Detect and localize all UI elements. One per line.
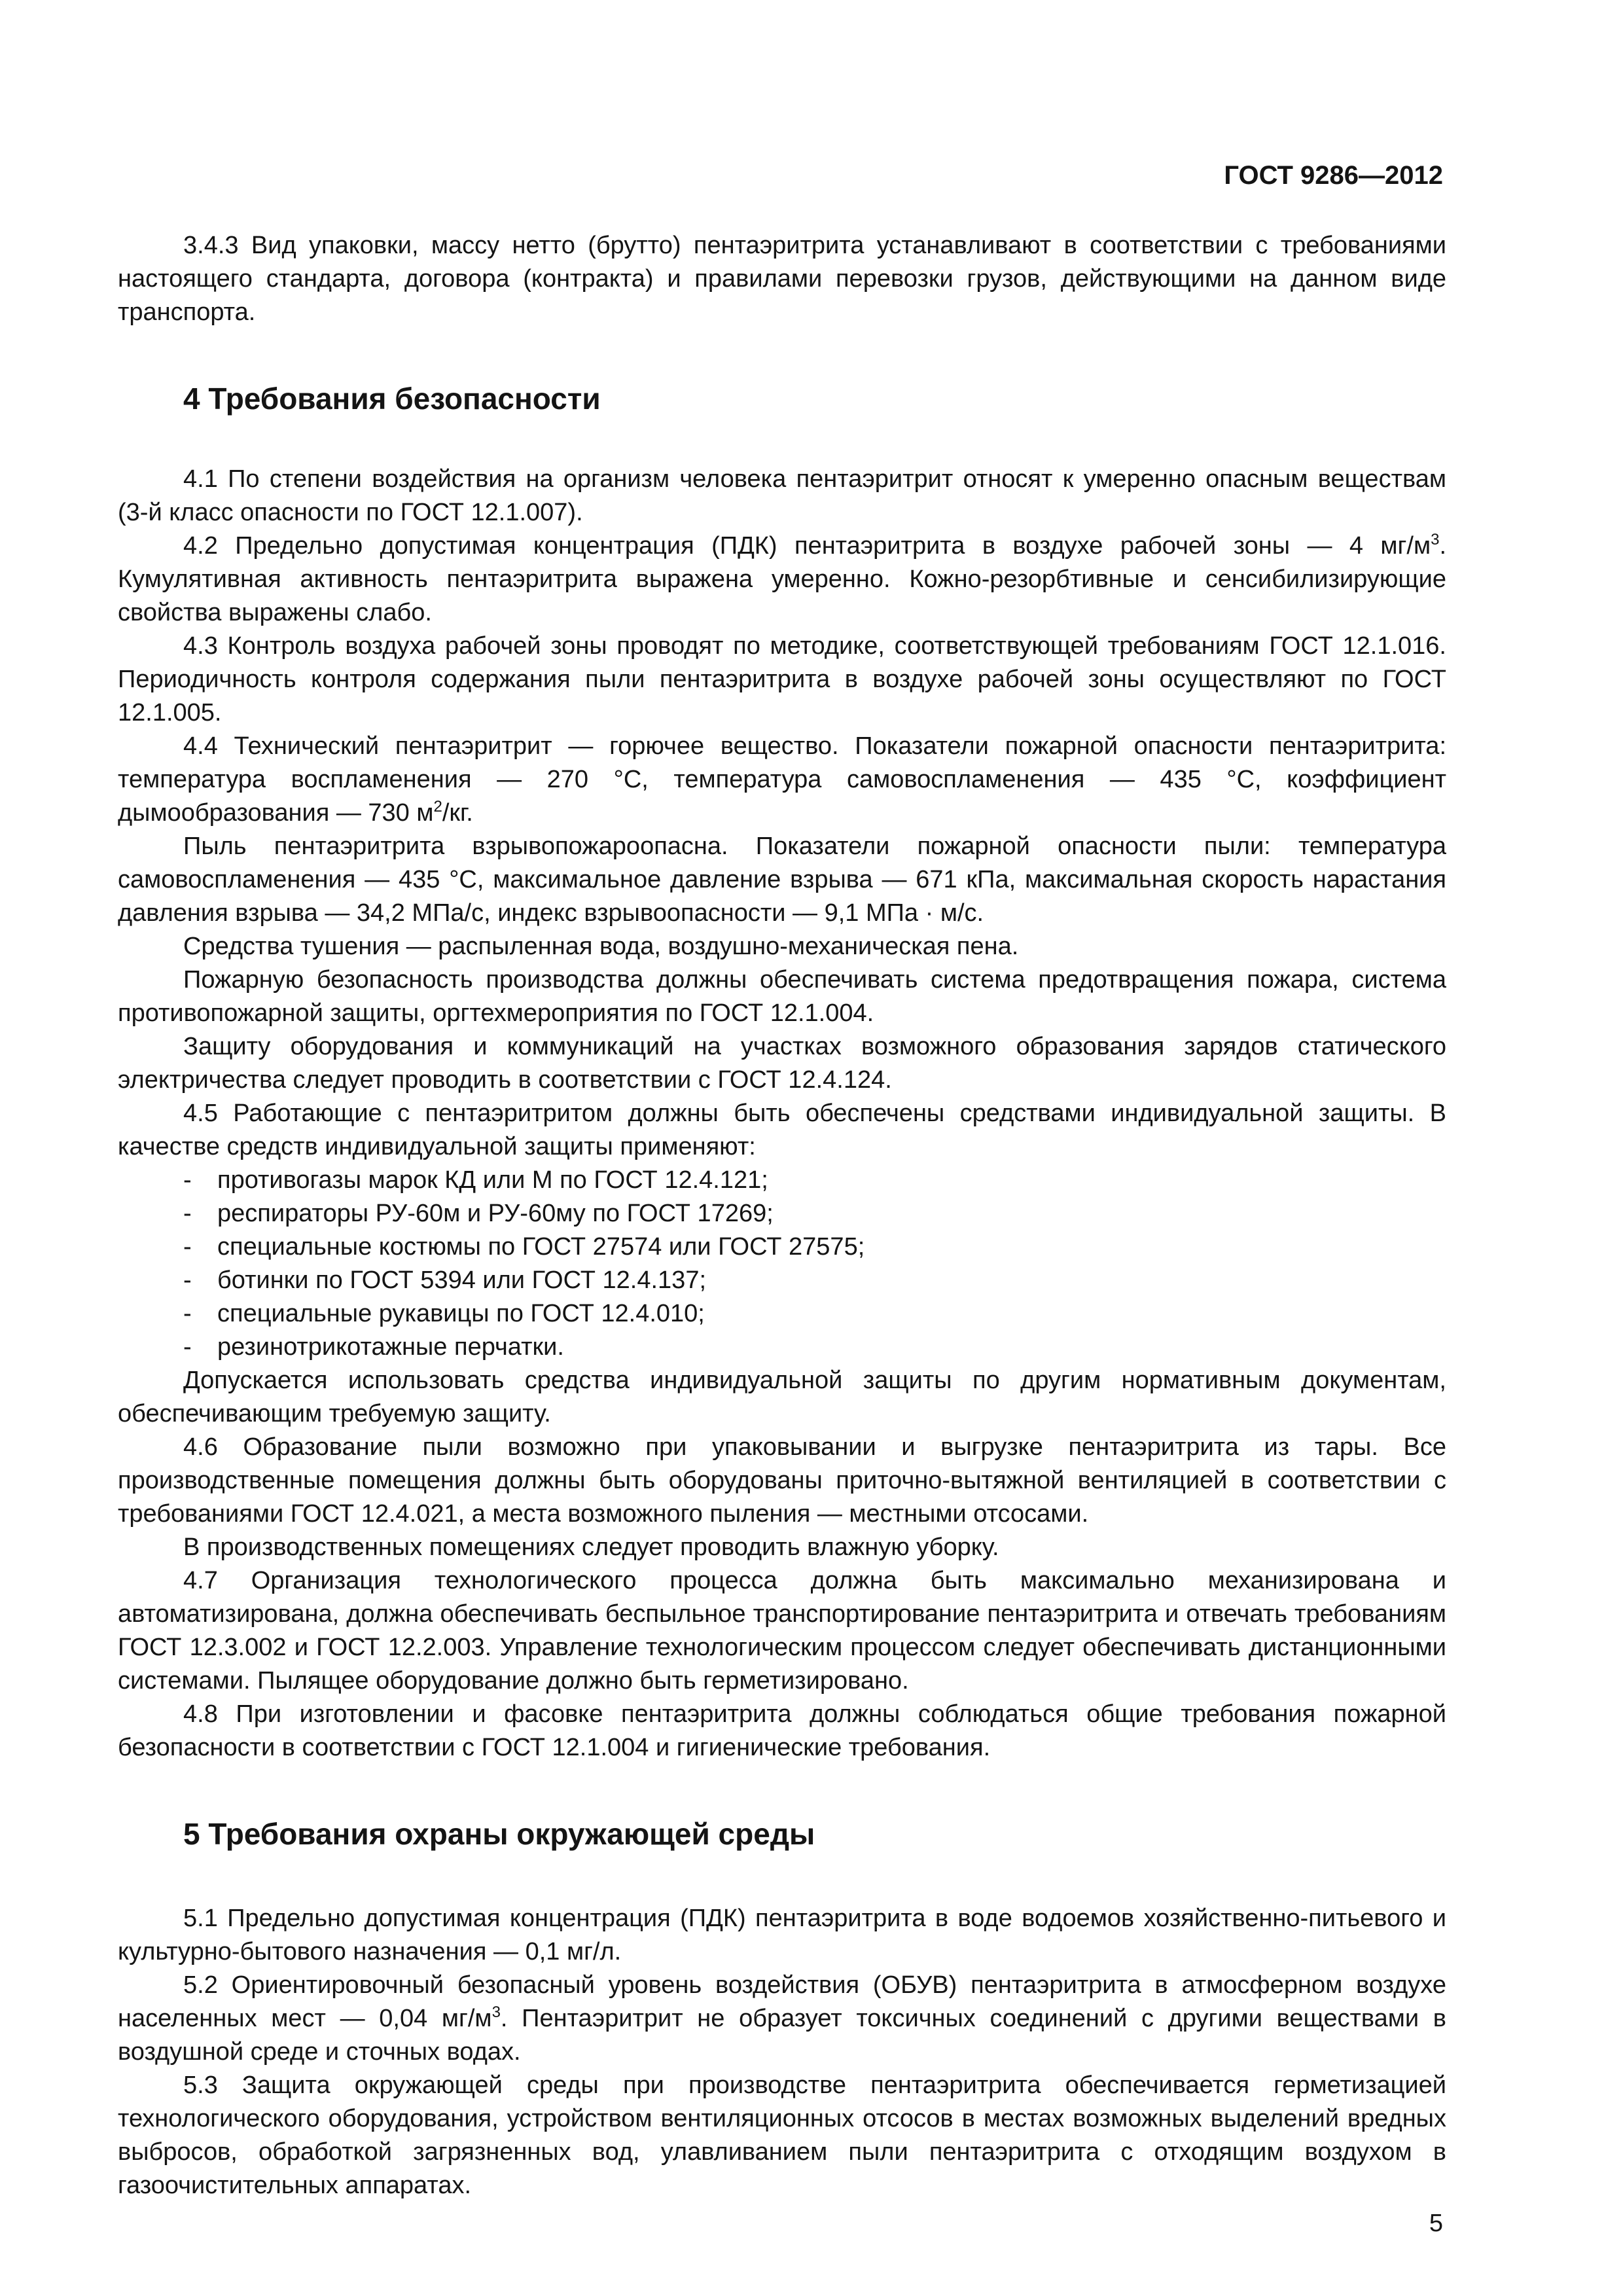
section-4-heading: 4 Требования безопасности (183, 382, 601, 416)
list-item: - специальные рукавицы по ГОСТ 12.4.010; (183, 1297, 1446, 1331)
paragraph-4-4 (118, 730, 1446, 830)
paragraph-4-5: 4.5 Работающие с пентаэритритом должны быть обеспечены средствами индивидуальной защиты. В качестве средств индивидуальной защиты применяют: (118, 1100, 1446, 1160)
paragraph-4-7: 4.7 Организация технологического процесса должна быть максимально механизирована и автоматизирована, должна обеспечивать беспыльное транспортирование пентаэритрита и отвечать требованиям ГОСТ 12.3.002 и ГОСТ 12.2.003. Управление технологическим процессом следует обеспечивать дистанционными системами. Пылящее оборудование должно быть герметизировано. (118, 1567, 1446, 1695)
list-item: - резинотрикотажные перчатки. (183, 1331, 1446, 1364)
superscript-2: 2 (433, 798, 442, 816)
paragraph-4-3: 4.3 Контроль воздуха рабочей зоны проводят по методике, соответствующей требованиям ГОСТ 12.1.016. Периодичность контроля содержания пыли пентаэритрита в воздухе рабочей зоны осуществляют по ГОСТ 12.1.005. (118, 632, 1446, 726)
paragraph-3-4-3: 3.4.3 Вид упаковки, массу нетто (брутто) пентаэритрита устанавливают в соответствии с требованиями настоящего стандарта, договора (контракта) и правилами перевозки грузов, действующими на данном виде транспорта. (118, 232, 1446, 326)
paragraph-5-1: 5.1 Предельно допустимая концентрация (ПДК) пентаэритрита в воде водоемов хозяйственно-питьевого и культурно-бытового назначения — 0,1 мг/л. (118, 1905, 1446, 1965)
paragraph-4-1: 4.1 По степени воздействия на организм человека пентаэритрит относят к умеренно опасным веществам (3-й класс опасности по ГОСТ 12.1.007). (118, 465, 1446, 526)
list-item: - ботинки по ГОСТ 5394 или ГОСТ 12.4.137; (183, 1264, 1446, 1297)
paragraph-4-6-cleaning: В производственных помещениях следует проводить влажную уборку. (183, 1534, 999, 1561)
paragraph-4-4-fire-safety: Пожарную безопасность производства должны обеспечивать система предотвращения пожара, система противопожарной защиты, оргтехмероприятия по ГОСТ 12.1.004. (118, 966, 1446, 1027)
ppe-list (118, 1164, 1446, 1364)
paragraph-4-4-text-start: 4.4 Технический пентаэритрит — горючее вещество. Показатели пожарной опасности пентаэритрита: температура воспламенения — 270 °С, температура самовоспламенения — 435 °С, коэффициент дымообразования — 730 м (118, 732, 1446, 827)
paragraph-4-4-static: Защиту оборудования и коммуникаций на участках возможного образования зарядов статического электричества следует проводить в соответствии с ГОСТ 12.4.124. (118, 1033, 1446, 1094)
superscript-3: 3 (491, 2003, 501, 2021)
document-body (118, 229, 1446, 2202)
paragraph-5-2-text-start: 5.2 Ориентировочный безопасный уровень воздействия (ОБУВ) пентаэритрита в атмосферном воздухе населенных мест — 0,04 мг/м (118, 1971, 1446, 2032)
paragraph-4-2-text-end: . Кумулятивная активность пентаэритрита выражена умеренно. Кожно-резорбтивные и сенсибилизирующие свойства выражены слабо. (118, 532, 1446, 626)
list-item: - специальные костюмы по ГОСТ 27574 или ГОСТ 27575; (183, 1230, 1446, 1264)
paragraph-4-4-extinguishing: Средства тушения — распыленная вода, воздушно-механическая пена. (183, 933, 1019, 960)
paragraph-5-3: 5.3 Защита окружающей среды при производстве пентаэритрита обеспечивается герметизацией технологического оборудования, устройством вентиляционных отсосов в местах возможных выделений вредных выбросов, обработкой загрязненных вод, улавливанием пыли пентаэритрита с отходящим воздухом в газоочистительных аппаратах. (118, 2072, 1446, 2199)
paragraph-4-4-dust: Пыль пентаэритрита взрывопожароопасна. Показатели пожарной опасности пыли: температура самовоспламенения — 435 °С, максимальное давление взрыва — 671 кПа, максимальная скорость нарастания давления взрыва — 34,2 МПа/с, индекс взрывоопасности — 9,1 МПа · м/с. (118, 833, 1446, 927)
paragraph-5-2 (118, 1969, 1446, 2069)
paragraph-4-8: 4.8 При изготовлении и фасовке пентаэритрита должны соблюдаться общие требования пожарной безопасности в соответствии с ГОСТ 12.1.004 и гигиенические требования. (118, 1700, 1446, 1761)
list-item: - противогазы марок КД или М по ГОСТ 12.4.121; (183, 1164, 1446, 1197)
list-item: - респираторы РУ-60м и РУ-60му по ГОСТ 17269; (183, 1197, 1446, 1230)
paragraph-4-2 (118, 529, 1446, 630)
section-5-heading: 5 Требования охраны окружающей среды (183, 1817, 815, 1851)
document-header-standard-id: ГОСТ 9286—2012 (1224, 161, 1443, 190)
paragraph-4-5-other-documents: Допускается использовать средства индивидуальной защиты по другим нормативным документам, обеспечивающим требуемую защиту. (118, 1367, 1446, 1427)
superscript-3: 3 (1431, 531, 1440, 548)
paragraph-5-2-text-end: . Пентаэритрит не образует токсичных соединений с другими веществами в воздушной среде и сточных водах. (118, 2005, 1446, 2066)
paragraph-4-6: 4.6 Образование пыли возможно при упаковывании и выгрузке пентаэритрита из тары. Все производственные помещения должны быть оборудованы приточно-вытяжной вентиляцией в соответствии с требованиями ГОСТ 12.4.021, а места возможного пыления — местными отсосами. (118, 1433, 1446, 1528)
page-number: 5 (1429, 2210, 1443, 2237)
paragraph-4-4-text-end: /кг. (442, 799, 473, 827)
paragraph-4-2-text-start: 4.2 Предельно допустимая концентрация (ПДК) пентаэритрита в воздухе рабочей зоны — 4 мг/м (183, 532, 1431, 560)
